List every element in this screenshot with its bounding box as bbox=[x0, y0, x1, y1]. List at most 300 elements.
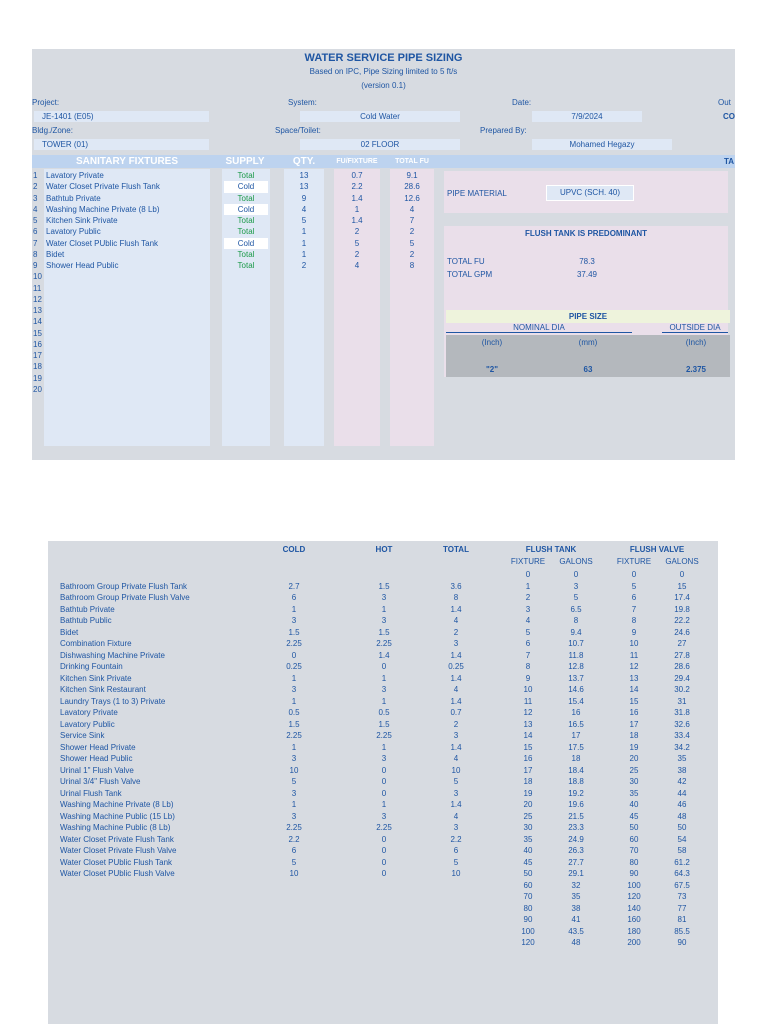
ref-total-value: 0.7 bbox=[450, 708, 462, 717]
table-row bbox=[48, 707, 718, 719]
ref-fixture-name: Combination Fixture bbox=[60, 639, 132, 648]
ref-cold-value: 0 bbox=[291, 650, 297, 660]
ref-cold-value: 1.5 bbox=[288, 627, 300, 637]
ref-fixture-name: Water Closet PUblic Flush Valve bbox=[60, 869, 175, 878]
ref-total-value: 1.4 bbox=[450, 696, 462, 706]
nominal-inch-value: "2" bbox=[485, 365, 499, 374]
fixture-supply[interactable]: Total bbox=[237, 193, 255, 203]
fixture-name[interactable]: Lavatory Private bbox=[46, 171, 104, 180]
table-row bbox=[48, 753, 718, 765]
fixture-fu: 4 bbox=[354, 261, 360, 270]
ref-flush-tank-fixture: 13 bbox=[523, 719, 533, 729]
ref-fixture-name: Service Sink bbox=[60, 731, 105, 740]
ref-flush-tank-galons: 8 bbox=[573, 616, 579, 625]
fixture-row-number: 3 bbox=[33, 193, 38, 203]
fixture-row-number: 2 bbox=[33, 182, 38, 192]
fixture-name[interactable]: Kitchen Sink Private bbox=[46, 216, 118, 225]
ref-fixture-name: Shower Head Public bbox=[60, 754, 133, 763]
ref-hot-value: 1.5 bbox=[378, 719, 390, 729]
table-row bbox=[48, 891, 718, 903]
ref-total-value: 3 bbox=[453, 639, 459, 648]
fixture-row-number: 19 bbox=[33, 373, 42, 383]
ref-flush-valve-galons: 61.2 bbox=[674, 857, 690, 867]
fixture-supply[interactable]: Total bbox=[237, 216, 255, 225]
ref-cold-value: 2.7 bbox=[288, 581, 300, 591]
ref-total-value: 10 bbox=[451, 765, 461, 775]
fixture-total-fu: 12.6 bbox=[404, 193, 420, 203]
ref-total-value: 5 bbox=[453, 857, 459, 867]
ref-flush-tank-fixture: 25 bbox=[523, 811, 533, 821]
ref-flush-tank-fixture: 40 bbox=[523, 846, 533, 855]
table-row bbox=[48, 684, 718, 696]
fixture-row-number: 11 bbox=[33, 283, 42, 293]
fixture-fu: 1.4 bbox=[351, 193, 363, 203]
table-row bbox=[48, 765, 718, 777]
ref-hot-value: 0 bbox=[381, 662, 387, 671]
ref-flush-tank-fixture: 80 bbox=[523, 903, 533, 913]
fixture-row-number: 15 bbox=[33, 328, 42, 338]
ref-flush-valve-fixture: 14 bbox=[629, 685, 639, 694]
ref-flush-tank-fixture: 18 bbox=[523, 777, 533, 786]
table-row bbox=[48, 638, 718, 650]
fixture-total-fu: 9.1 bbox=[406, 171, 418, 180]
sheet-title: WATER SERVICE PIPE SIZING bbox=[304, 52, 463, 64]
ref-flush-valve-galons: 30.2 bbox=[674, 685, 690, 694]
ref-flush-valve-fixture: 80 bbox=[629, 857, 639, 867]
bldg-field[interactable]: TOWER (01) bbox=[34, 139, 209, 150]
ref-hot-value: 0 bbox=[381, 765, 387, 775]
table-row bbox=[48, 811, 718, 823]
ref-flush-tank-galons: 29.1 bbox=[568, 869, 584, 878]
fixture-supply[interactable]: Total bbox=[237, 249, 255, 259]
ref-hot-value: 1 bbox=[381, 742, 387, 752]
ref-hot-value: 1.4 bbox=[378, 650, 390, 660]
ref-cold-value: 0.25 bbox=[286, 662, 302, 671]
ref-hot-value: 0.5 bbox=[378, 708, 390, 717]
ref-hot-value: 1 bbox=[381, 673, 387, 683]
ref-flush-valve-galons: 48 bbox=[677, 811, 687, 821]
ref-flush-tank-fixture: 7 bbox=[525, 650, 531, 660]
nominal-mm-value: 63 bbox=[583, 365, 593, 374]
ref-cold-value: 1.5 bbox=[288, 719, 300, 729]
ref-flush-tank-galons: 19.2 bbox=[568, 788, 584, 798]
fixture-supply[interactable]: Cold bbox=[224, 204, 268, 215]
ref-header-fv-galons: GALONS bbox=[665, 557, 699, 566]
ref-fixture-name: Kitchen Sink Private bbox=[60, 673, 132, 683]
ref-flush-valve-fixture: 15 bbox=[629, 696, 639, 706]
ref-total-value: 1.4 bbox=[450, 800, 462, 809]
ref-hot-value: 3 bbox=[381, 685, 387, 694]
fixture-row-number: 18 bbox=[33, 362, 42, 372]
ref-flush-valve-galons: 24.6 bbox=[674, 627, 690, 637]
ref-flush-valve-galons: 17.4 bbox=[674, 593, 690, 602]
ref-cold-value: 3 bbox=[291, 754, 297, 763]
ref-flush-tank-fixture: 14 bbox=[523, 731, 533, 740]
ref-total-value: 4 bbox=[453, 616, 459, 625]
fixture-fu: 0.7 bbox=[351, 171, 363, 180]
ref-header-fv-fixture: FIXTURE bbox=[616, 557, 652, 566]
ref-flush-tank-galons: 35 bbox=[571, 892, 581, 901]
ref-fixture-name: Washing Machine Public (8 Lb) bbox=[60, 823, 171, 832]
header-supply: SUPPLY bbox=[225, 156, 265, 167]
fixture-supply[interactable]: Total bbox=[237, 227, 255, 237]
unit-mm: (mm) bbox=[578, 338, 598, 347]
ref-flush-valve-fixture: 7 bbox=[631, 604, 637, 614]
fixture-name[interactable]: Bathtub Private bbox=[46, 193, 101, 203]
ref-flush-tank-galons: 16 bbox=[571, 708, 581, 717]
ref-total-value: 2.2 bbox=[450, 834, 462, 844]
ref-fixture-name: Bidet bbox=[60, 627, 79, 637]
system-field[interactable]: Cold Water bbox=[300, 111, 460, 122]
ref-hot-value: 3 bbox=[381, 811, 387, 821]
ref-flush-tank-galons: 9.4 bbox=[570, 627, 582, 637]
fixture-supply[interactable]: Cold bbox=[224, 181, 268, 192]
table-row bbox=[48, 581, 718, 593]
ref-flush-valve-galons: 85.5 bbox=[674, 926, 690, 936]
fixture-qty[interactable]: 1 bbox=[301, 249, 307, 259]
fixture-name[interactable]: Bidet bbox=[46, 249, 65, 259]
ref-cold-value: 3 bbox=[291, 685, 297, 694]
ref-flush-valve-fixture: 60 bbox=[629, 834, 639, 844]
ref-flush-tank-fixture: 19 bbox=[523, 788, 533, 798]
table-row bbox=[48, 822, 718, 834]
ref-flush-tank-galons: 38 bbox=[571, 903, 581, 913]
ref-total-value: 3.6 bbox=[450, 581, 462, 591]
total-fu-value: 78.3 bbox=[579, 257, 595, 266]
ref-flush-tank-fixture: 4 bbox=[525, 616, 531, 625]
fixture-qty[interactable]: 9 bbox=[301, 193, 307, 203]
ref-flush-tank-fixture: 0 bbox=[525, 570, 531, 579]
ref-flush-tank-galons: 13.7 bbox=[568, 673, 584, 683]
ref-header-cold: COLD bbox=[282, 545, 306, 554]
ref-flush-valve-fixture: 19 bbox=[629, 742, 639, 752]
ref-total-value: 8 bbox=[453, 593, 459, 602]
table-row bbox=[48, 857, 718, 869]
ref-fixture-name: Shower Head Private bbox=[60, 742, 136, 752]
fixture-name[interactable]: Water Closet Private Flush Tank bbox=[46, 182, 160, 192]
table-row bbox=[48, 799, 718, 811]
ref-flush-tank-galons: 23.3 bbox=[568, 823, 584, 832]
ref-fixture-name: Bathtub Public bbox=[60, 616, 112, 625]
ref-flush-tank-fixture: 90 bbox=[523, 915, 533, 924]
ref-cold-value: 2.2 bbox=[288, 834, 300, 844]
prepared-label: Prepared By: bbox=[480, 126, 527, 135]
space-field[interactable]: 02 FLOOR bbox=[300, 139, 460, 150]
ref-header-total: TOTAL bbox=[443, 545, 469, 554]
ref-fixture-name: Washing Machine Private (8 Lb) bbox=[60, 800, 174, 809]
ref-hot-value: 0 bbox=[381, 834, 387, 844]
ref-flush-tank-fixture: 45 bbox=[523, 857, 533, 867]
fixture-name[interactable]: Lavatory Public bbox=[46, 227, 101, 237]
fixture-row-number: 8 bbox=[33, 249, 38, 259]
ref-flush-tank-galons: 16.5 bbox=[568, 719, 584, 729]
nominal-dia-label: NOMINAL DIA bbox=[446, 323, 632, 333]
ref-fixture-name: Bathroom Group Private Flush Valve bbox=[60, 593, 190, 602]
ref-hot-value: 2.25 bbox=[376, 639, 392, 648]
ref-total-value: 5 bbox=[453, 777, 459, 786]
fixture-qty[interactable]: 5 bbox=[301, 216, 307, 225]
ref-total-value: 0.25 bbox=[448, 662, 464, 671]
ref-flush-valve-galons: 44 bbox=[677, 788, 687, 798]
ref-flush-valve-galons: 31.8 bbox=[674, 708, 690, 717]
ref-flush-valve-galons: 73 bbox=[677, 892, 687, 901]
ref-hot-value: 2.25 bbox=[376, 823, 392, 832]
table-row bbox=[48, 604, 718, 616]
ref-header-flush-valve: FLUSH VALVE bbox=[629, 545, 685, 554]
ref-flush-valve-fixture: 18 bbox=[629, 731, 639, 740]
ref-fixture-name: Dishwashing Machine Private bbox=[60, 650, 165, 660]
fixture-row-number: 13 bbox=[33, 306, 42, 315]
fixture-qty[interactable]: 13 bbox=[299, 171, 309, 180]
table-row bbox=[48, 880, 718, 892]
ref-flush-valve-fixture: 50 bbox=[629, 823, 639, 832]
ref-hot-value: 0 bbox=[381, 788, 387, 798]
ref-flush-valve-fixture: 70 bbox=[629, 846, 639, 855]
table-row bbox=[48, 627, 718, 639]
ref-flush-tank-fixture: 17 bbox=[523, 765, 533, 775]
ref-flush-valve-galons: 54 bbox=[677, 834, 687, 844]
predominant-note: FLUSH TANK IS PREDOMINANT bbox=[524, 229, 648, 238]
bldg-label: Bldg./Zone: bbox=[32, 126, 73, 135]
ref-header-flush-tank: FLUSH TANK bbox=[525, 545, 577, 554]
fixture-total-fu: 8 bbox=[409, 261, 415, 270]
ref-flush-valve-galons: 15 bbox=[677, 581, 687, 591]
ref-flush-valve-galons: 81 bbox=[677, 915, 687, 924]
ref-flush-tank-fixture: 20 bbox=[523, 800, 533, 809]
ref-flush-valve-galons: 64.3 bbox=[674, 869, 690, 878]
ref-flush-valve-fixture: 100 bbox=[627, 880, 641, 890]
ref-flush-tank-fixture: 2 bbox=[525, 593, 531, 602]
ref-flush-tank-fixture: 9 bbox=[525, 673, 531, 683]
fixture-supply[interactable]: Total bbox=[237, 171, 255, 180]
header-qty: QTY. bbox=[292, 156, 316, 167]
ref-header-ft-galons: GALONS bbox=[559, 557, 593, 566]
fixture-row-number: 16 bbox=[33, 339, 42, 349]
ref-flush-tank-galons: 0 bbox=[573, 570, 579, 579]
ref-flush-tank-galons: 6.5 bbox=[570, 604, 582, 614]
ref-flush-valve-galons: 19.8 bbox=[674, 604, 690, 614]
ref-hot-value: 1 bbox=[381, 800, 387, 809]
ref-flush-tank-fixture: 120 bbox=[521, 938, 535, 947]
ref-flush-valve-galons: 34.2 bbox=[674, 742, 690, 752]
ref-total-value: 1.4 bbox=[450, 742, 462, 752]
header-ta: TA bbox=[724, 157, 735, 166]
ref-flush-tank-galons: 18 bbox=[571, 754, 581, 763]
table-row bbox=[48, 914, 718, 926]
fixture-name[interactable]: Washing Machine Private (8 Lb) bbox=[46, 204, 160, 214]
fixture-row-number: 1 bbox=[33, 171, 38, 180]
ref-total-value: 4 bbox=[453, 811, 459, 821]
project-label: Project: bbox=[32, 98, 60, 107]
ref-flush-valve-fixture: 16 bbox=[629, 708, 639, 717]
fixture-qty[interactable]: 13 bbox=[299, 182, 309, 192]
ref-hot-value: 0 bbox=[381, 857, 387, 867]
ref-cold-value: 1 bbox=[291, 696, 297, 706]
pipe-sizing-sheet bbox=[32, 49, 735, 460]
ref-cold-value: 10 bbox=[289, 869, 299, 878]
fixture-supply[interactable]: Total bbox=[237, 261, 255, 270]
fixture-row-number: 12 bbox=[33, 294, 42, 304]
fixture-fu: 5 bbox=[354, 238, 360, 248]
fixture-qty[interactable]: 1 bbox=[301, 227, 307, 237]
ref-flush-valve-galons: 50 bbox=[677, 823, 687, 832]
fixture-row-number: 20 bbox=[33, 384, 42, 394]
fixture-unit-reference-sheet bbox=[48, 541, 718, 1024]
ref-fixture-name: Urinal Flush Tank bbox=[60, 788, 122, 798]
pipe-material-value[interactable]: UPVC (SCH. 40) bbox=[546, 185, 634, 201]
ref-fixture-name: Urinal 3/4" Flush Valve bbox=[60, 777, 141, 786]
fixture-fu: 2 bbox=[354, 249, 360, 259]
unit-inch-outside: (Inch) bbox=[685, 338, 707, 347]
header-fu-fixture: FU/FIXTURE bbox=[336, 158, 378, 165]
fixture-supply[interactable]: Cold bbox=[224, 238, 268, 249]
ref-total-value: 1.4 bbox=[450, 673, 462, 683]
table-row bbox=[48, 650, 718, 662]
ref-flush-valve-fixture: 11 bbox=[629, 650, 639, 660]
fixture-total-fu: 4 bbox=[409, 204, 415, 214]
fixture-row-number: 4 bbox=[33, 204, 38, 214]
ref-flush-tank-fixture: 1 bbox=[525, 581, 531, 591]
ref-fixture-name: Lavatory Private bbox=[60, 708, 118, 717]
ref-flush-valve-galons: 27.8 bbox=[674, 650, 690, 660]
ref-cold-value: 10 bbox=[289, 765, 299, 775]
ref-cold-value: 3 bbox=[291, 811, 297, 821]
ref-flush-tank-fixture: 50 bbox=[523, 869, 533, 878]
space-label: Space/Toilet: bbox=[275, 126, 321, 135]
table-row bbox=[48, 868, 718, 880]
date-field[interactable]: 7/9/2024 bbox=[532, 111, 642, 122]
ref-flush-tank-fixture: 3 bbox=[525, 604, 531, 614]
ref-hot-value: 1.5 bbox=[378, 581, 390, 591]
fixture-qty[interactable]: 2 bbox=[301, 261, 307, 270]
ref-hot-value: 0 bbox=[381, 777, 387, 786]
fixture-row-number: 9 bbox=[33, 261, 38, 270]
ref-fixture-name: Water Closet Private Flush Tank bbox=[60, 834, 174, 844]
ref-cold-value: 6 bbox=[291, 593, 297, 602]
table-row bbox=[48, 926, 718, 938]
fixture-name[interactable]: Water Closet PUblic Flush Tank bbox=[46, 238, 159, 248]
ref-flush-valve-fixture: 140 bbox=[627, 903, 641, 913]
ref-hot-value: 2.25 bbox=[376, 731, 392, 740]
fixture-row-number: 17 bbox=[33, 351, 42, 360]
ref-hot-value: 3 bbox=[381, 593, 387, 602]
table-row bbox=[48, 937, 718, 949]
ref-flush-valve-fixture: 5 bbox=[631, 581, 637, 591]
co-label: CO bbox=[723, 112, 735, 121]
fixture-qty[interactable]: 4 bbox=[301, 204, 307, 214]
table-row bbox=[48, 615, 718, 627]
ref-flush-tank-galons: 19.6 bbox=[568, 800, 584, 809]
table-row bbox=[48, 730, 718, 742]
ref-cold-value: 1 bbox=[291, 604, 297, 614]
ref-total-value: 6 bbox=[453, 846, 459, 855]
ref-flush-valve-fixture: 20 bbox=[629, 754, 639, 763]
date-label: Date: bbox=[512, 98, 532, 107]
ref-flush-valve-fixture: 30 bbox=[629, 777, 639, 786]
ref-flush-valve-galons: 77 bbox=[677, 903, 687, 913]
table-row bbox=[48, 903, 718, 915]
outside-inch-value: 2.375 bbox=[685, 365, 707, 374]
ref-flush-valve-galons: 90 bbox=[677, 938, 687, 947]
sheet-subtitle: Based on IPC, Pipe Sizing limited to 5 ft/s bbox=[309, 67, 458, 76]
fixture-row-number: 14 bbox=[33, 317, 42, 327]
ref-flush-tank-galons: 17.5 bbox=[568, 742, 584, 752]
fixture-fu: 1.4 bbox=[351, 216, 363, 225]
ref-cold-value: 2.25 bbox=[286, 823, 302, 832]
table-row bbox=[48, 592, 718, 604]
ref-flush-tank-galons: 21.5 bbox=[568, 811, 584, 821]
fixture-row-number: 6 bbox=[33, 227, 38, 237]
ref-fixture-name: Water Closet PUblic Flush Tank bbox=[60, 857, 173, 867]
ref-hot-value: 3 bbox=[381, 616, 387, 625]
ref-flush-tank-galons: 18.4 bbox=[568, 765, 584, 775]
ref-flush-valve-galons: 46 bbox=[677, 800, 687, 809]
ref-flush-valve-fixture: 35 bbox=[629, 788, 639, 798]
ref-flush-tank-galons: 18.8 bbox=[568, 777, 584, 786]
table-row bbox=[48, 742, 718, 754]
ref-flush-tank-fixture: 8 bbox=[525, 662, 531, 671]
ref-flush-valve-fixture: 40 bbox=[629, 800, 639, 809]
ref-flush-valve-galons: 32.6 bbox=[674, 719, 690, 729]
ref-flush-valve-fixture: 10 bbox=[629, 639, 639, 648]
ref-flush-valve-fixture: 12 bbox=[629, 662, 639, 671]
table-row bbox=[48, 696, 718, 708]
ref-fixture-name: Urinal 1" Flush Valve bbox=[60, 765, 134, 775]
ref-fixture-name: Drinking Fountain bbox=[60, 662, 123, 671]
sheet-version: (version 0.1) bbox=[361, 81, 406, 90]
fixture-name[interactable]: Shower Head Public bbox=[46, 261, 119, 270]
ref-fixture-name: Bathtub Private bbox=[60, 604, 115, 614]
ref-cold-value: 1 bbox=[291, 800, 297, 809]
ref-cold-value: 6 bbox=[291, 846, 297, 855]
table-row bbox=[48, 776, 718, 788]
ref-fixture-name: Laundry Trays (1 to 3) Private bbox=[60, 696, 166, 706]
ref-flush-valve-fixture: 0 bbox=[631, 570, 637, 579]
ref-flush-tank-fixture: 100 bbox=[521, 926, 535, 936]
ref-flush-valve-fixture: 200 bbox=[627, 938, 641, 947]
pipe-material-label: PIPE MATERIAL bbox=[447, 189, 507, 198]
fixture-fu: 1 bbox=[354, 204, 360, 214]
ref-flush-valve-galons: 58 bbox=[677, 846, 687, 855]
ref-hot-value: 1.5 bbox=[378, 627, 390, 637]
fixture-row-number: 10 bbox=[33, 272, 42, 282]
out-label: Out bbox=[718, 98, 731, 107]
ref-flush-tank-galons: 48 bbox=[571, 938, 581, 947]
table-row bbox=[48, 834, 718, 846]
ref-flush-valve-fixture: 25 bbox=[629, 765, 639, 775]
ref-flush-tank-galons: 43.5 bbox=[568, 926, 584, 936]
ref-flush-valve-galons: 22.2 bbox=[674, 616, 690, 625]
ref-total-value: 2 bbox=[453, 627, 459, 637]
ref-flush-valve-galons: 42 bbox=[677, 777, 687, 786]
ref-flush-tank-galons: 15.4 bbox=[568, 696, 584, 706]
fixture-total-fu: 2 bbox=[409, 249, 415, 259]
ref-flush-tank-galons: 17 bbox=[571, 731, 581, 740]
fixture-qty[interactable]: 1 bbox=[301, 238, 307, 248]
ref-flush-tank-fixture: 30 bbox=[523, 823, 533, 832]
ref-flush-valve-fixture: 180 bbox=[627, 926, 641, 936]
ref-total-value: 3 bbox=[453, 823, 459, 832]
prepared-field[interactable]: Mohamed Hegazy bbox=[532, 139, 672, 150]
header-total-fu: TOTAL FU bbox=[395, 158, 429, 165]
ref-flush-valve-galons: 33.4 bbox=[674, 731, 690, 740]
fixture-total-fu: 5 bbox=[409, 238, 415, 248]
table-row bbox=[48, 788, 718, 800]
ref-cold-value: 1 bbox=[291, 742, 297, 752]
project-field[interactable]: JE-1401 (E05) bbox=[34, 111, 209, 122]
total-gpm-value: 37.49 bbox=[576, 270, 598, 279]
ref-flush-valve-fixture: 8 bbox=[631, 616, 637, 625]
